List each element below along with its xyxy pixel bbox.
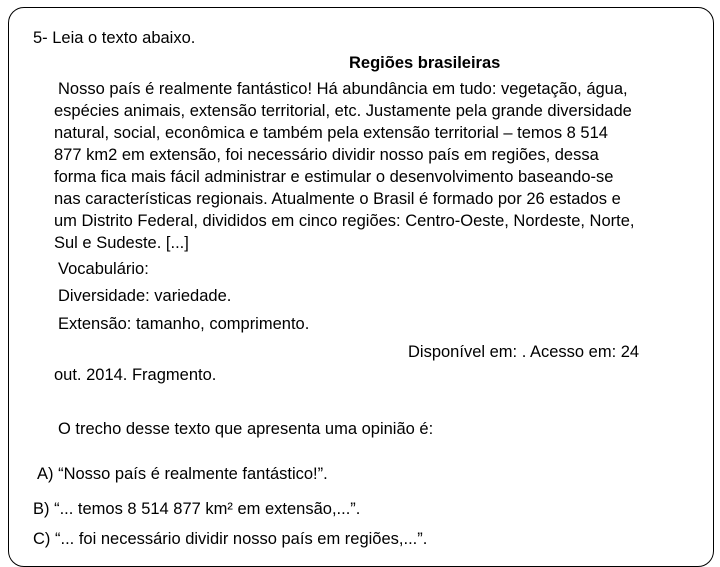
option-a[interactable]: A) “Nosso país é realmente fantástico!”. [37, 465, 328, 483]
passage-line: nas características regionais. Atualmente o Brasil é formado por 26 estados e [54, 190, 621, 208]
source-citation-continued: out. 2014. Fragmento. [54, 366, 217, 384]
passage-line: 877 km2 em extensão, foi necessário dividir nosso país em regiões, dessa [54, 146, 599, 164]
passage-line: Sul e Sudeste. [...] [54, 234, 189, 252]
passage-line: espécies animais, extensão territorial, etc. Justamente pela grande diversidade [54, 102, 632, 120]
passage-title: Regiões brasileiras [349, 54, 501, 72]
passage-line: um Distrito Federal, divididos em cinco regiões: Centro-Oeste, Nordeste, Norte, [54, 212, 635, 230]
passage-line: Nosso país é realmente fantástico! Há abundância em tudo: vegetação, água, [58, 80, 628, 98]
vocabulary-item: Diversidade: variedade. [58, 287, 232, 305]
passage-line: natural, social, econômica e também pela extensão territorial – temos 8 514 [54, 124, 608, 142]
question-prompt: O trecho desse texto que apresenta uma opinião é: [58, 420, 434, 438]
vocabulary-item: Extensão: tamanho, comprimento. [58, 315, 310, 333]
passage-text [54, 78, 694, 254]
question-number: 5- Leia o texto abaixo. [33, 29, 196, 47]
option-c[interactable]: C) “... foi necessário dividir nosso país em regiões,...”. [33, 530, 428, 548]
source-citation: Disponível em: . Acesso em: 24 [408, 343, 640, 361]
vocabulary-heading: Vocabulário: [58, 260, 149, 278]
passage-line: forma fica mais fácil administrar e estimular o desenvolvimento baseando-se [54, 168, 614, 186]
option-b[interactable]: B) “... temos 8 514 877 km² em extensão,...”. [33, 500, 361, 518]
